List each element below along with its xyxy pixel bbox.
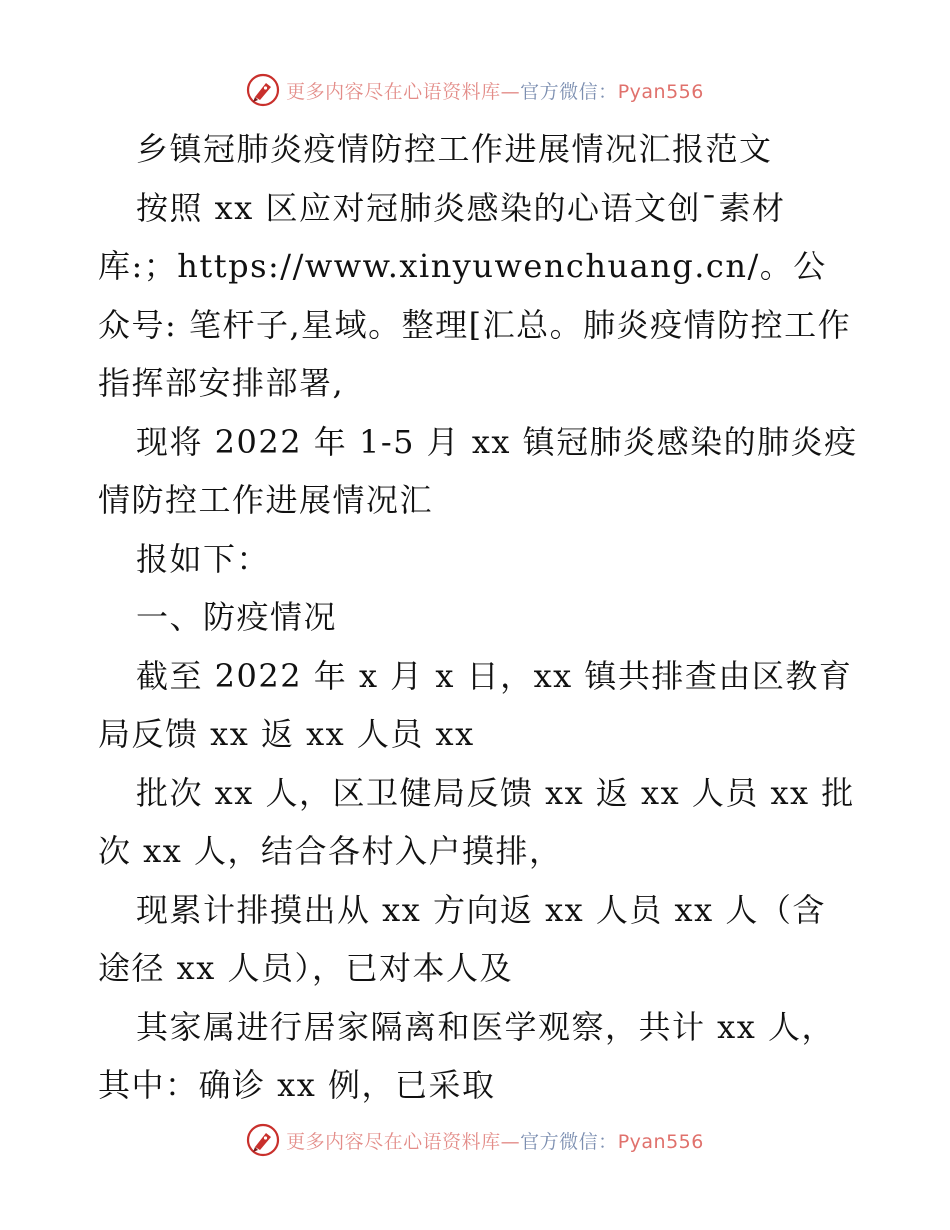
document-paragraph: 乡镇冠肺炎疫情防控工作进展情况汇报范文	[136, 130, 773, 168]
header-banner-wechat: 官方微信：	[520, 80, 618, 103]
document-paragraph: 一、防疫情况	[136, 598, 338, 636]
document-paragraph: 按照 xx 区应对冠肺炎感染的心语文创¯素材库:；https://www.xinyuwenchuang.cn/。公众号: 笔杆子,星域。整理[汇总。肺炎疫情防控工作指挥部安排部署,	[98, 188, 852, 402]
header-banner	[0, 70, 950, 110]
document-paragraph: 其家属进行居家隔离和医学观察，共计 xx 人，其中：确诊 xx 例，已采取	[98, 1007, 835, 1104]
pen-nib-logo-icon	[246, 73, 280, 107]
document-paragraph: 批次 xx 人，区卫健局反馈 xx 返 xx 人员 xx 批次 xx 人，结合各村入户摸排，	[98, 773, 855, 870]
footer-banner	[0, 1120, 950, 1160]
footer-banner-dash: —	[500, 1130, 521, 1153]
header-banner-text	[286, 77, 704, 104]
footer-banner-wechat: 官方微信：	[520, 1130, 618, 1153]
header-banner-dash: —	[500, 80, 521, 103]
pen-nib-logo-icon	[246, 1123, 280, 1157]
header-banner-id: Pyan556	[617, 80, 704, 103]
document-paragraph: 报如下：	[136, 539, 271, 578]
document-paragraph: 截至 2022 年 x 月 x 日，xx 镇共排查由区教育局反馈 xx 返 xx 人员 xx	[98, 656, 853, 753]
footer-banner-id: Pyan556	[617, 1130, 704, 1153]
footer-banner-site: 更多内容尽在心语资料库	[286, 1130, 501, 1153]
document-paragraph: 现将 2022 年 1-5 月 xx 镇冠肺炎感染的肺炎疫情防控工作进展情况汇	[98, 422, 858, 519]
header-banner-site: 更多内容尽在心语资料库	[286, 80, 501, 103]
footer-banner-text	[286, 1127, 704, 1154]
document-body	[98, 120, 858, 1115]
document-paragraph: 现累计排摸出从 xx 方向返 xx 人员 xx 人（含途径 xx 人员），已对本人及	[98, 890, 826, 987]
